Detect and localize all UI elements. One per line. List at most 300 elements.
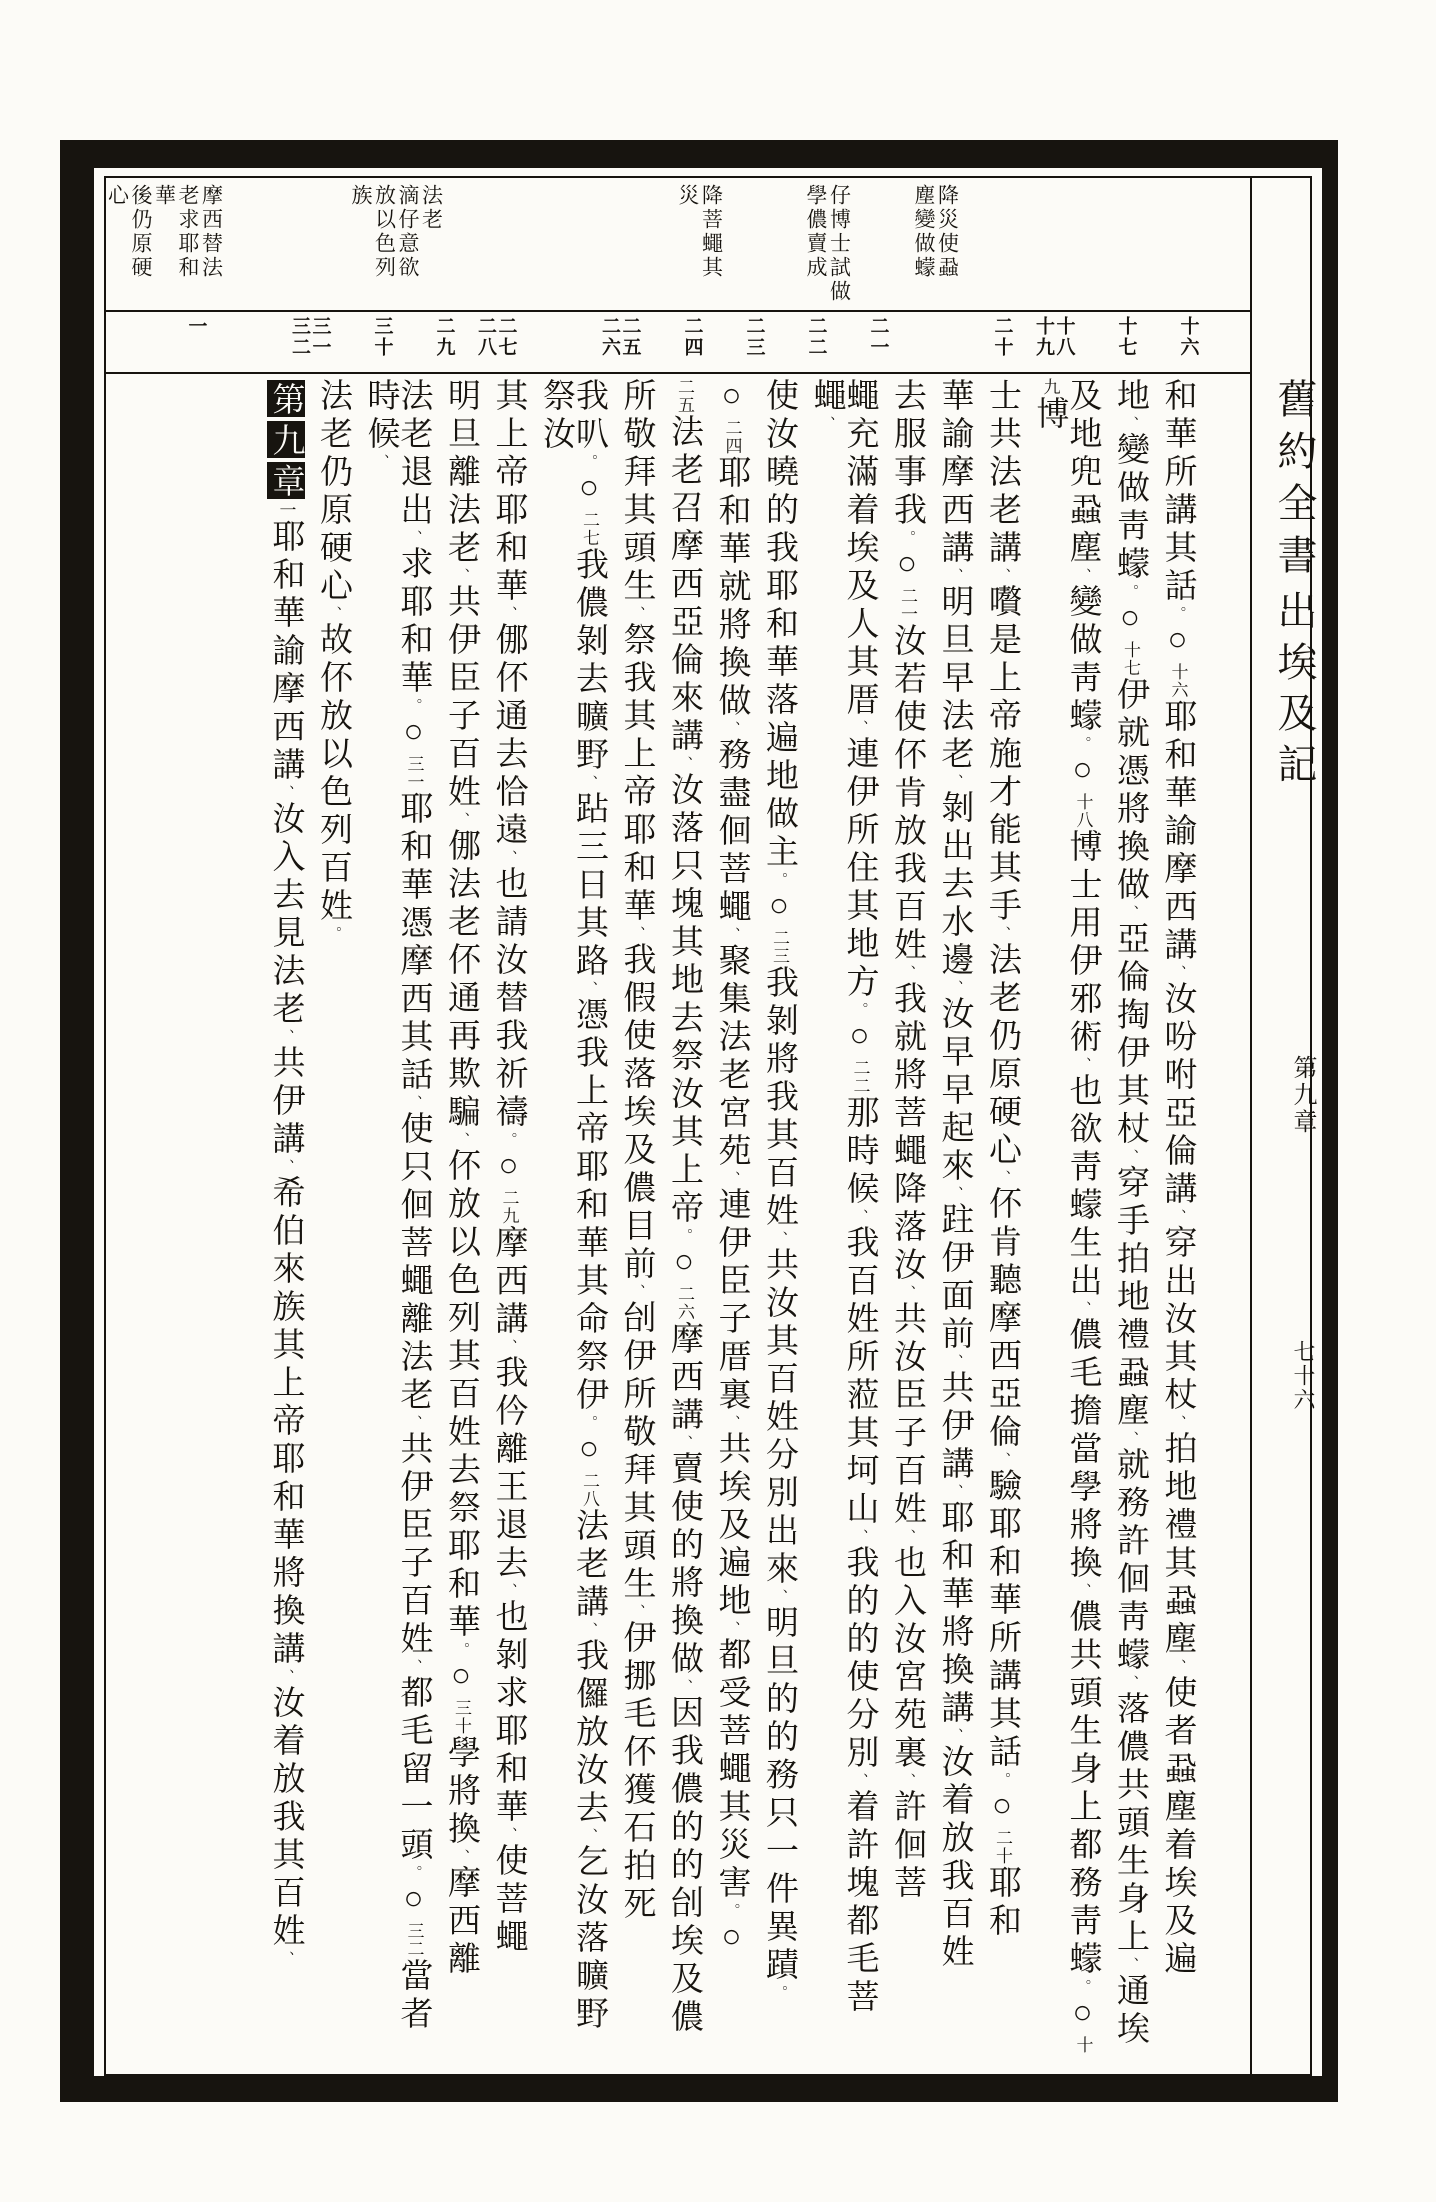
verse-band-number bbox=[433, 316, 455, 370]
column-text: 連伊所住其地方 bbox=[841, 736, 878, 1002]
column-text: 通埃 bbox=[1112, 1973, 1148, 2049]
punctuation-mark: 、 bbox=[1075, 1301, 1091, 1317]
verse-band-numeral: 三二 bbox=[289, 316, 310, 358]
punctuation-mark: 、 bbox=[947, 1354, 963, 1370]
verse-band-number bbox=[1177, 316, 1199, 370]
column-text: 博士用伊邪術 bbox=[1064, 829, 1101, 1057]
punctuation-mark: 、 bbox=[629, 1604, 645, 1620]
chapter-heading-block: 九 bbox=[267, 423, 304, 456]
column-text: 賣使的將換做 bbox=[666, 1451, 702, 1679]
column-text: 故伓放以色列百姓 bbox=[315, 622, 351, 926]
punctuation-mark: 、 bbox=[724, 927, 740, 943]
column-text: 跕三日其路 bbox=[571, 791, 607, 981]
column-text: 我的的使分別 bbox=[841, 1545, 878, 1773]
inline-verse-number: 二九 bbox=[499, 1189, 519, 1225]
column-text: 㑚法老伓通再欺騙 bbox=[443, 828, 479, 1132]
punctuation-mark: 、 bbox=[852, 1529, 868, 1545]
punctuation-mark: 、 bbox=[406, 1095, 422, 1111]
text-column bbox=[762, 378, 795, 2068]
column-text: 摩西講 bbox=[490, 1225, 527, 1339]
column-text: 使只佪菩蠅離法老 bbox=[395, 1111, 432, 1415]
punctuation-mark: 。 bbox=[1075, 736, 1091, 752]
margin-note-column: 學儂賣成 bbox=[804, 184, 828, 280]
verse-band-number bbox=[991, 316, 1013, 370]
punctuation-mark: 、 bbox=[1170, 1659, 1186, 1675]
title-column-separator bbox=[1250, 178, 1252, 2074]
text-column bbox=[667, 378, 700, 2068]
verse-band-number bbox=[681, 316, 703, 370]
column-text: 務盡佪菩蠅 bbox=[713, 737, 750, 927]
verse-separator-ring: ○ bbox=[1159, 622, 1196, 663]
column-text: 連伊臣子厝裏 bbox=[713, 1187, 750, 1415]
column-text: 所敬拜其頭生 bbox=[618, 378, 655, 606]
column-text: 明旦的的務只一件異蹟 bbox=[761, 1605, 797, 1985]
column-text: 跓伊面前 bbox=[936, 1202, 973, 1354]
punctuation-mark: 、 bbox=[501, 1827, 517, 1843]
punctuation-mark: 。 bbox=[582, 1415, 597, 1431]
column-text: 耶和華諭摩西講 bbox=[267, 519, 304, 785]
verse-separator-ring: ○ bbox=[984, 1788, 1020, 1829]
punctuation-mark: 。 bbox=[1123, 584, 1138, 600]
margin-notes-band bbox=[106, 184, 1248, 308]
punctuation-mark: 、 bbox=[1075, 1057, 1091, 1073]
punctuation-mark: 、 bbox=[677, 1679, 692, 1695]
column-text: 也入汝宮苑裏 bbox=[889, 1545, 925, 1773]
column-text: 刣伊所敬拜其頭生 bbox=[618, 1300, 655, 1604]
column-text: 着許塊都毛菩蠅 bbox=[808, 378, 878, 2017]
punctuation-mark: 、 bbox=[406, 1415, 422, 1431]
punctuation-mark: 。 bbox=[454, 1642, 469, 1658]
text-column bbox=[1161, 378, 1194, 2068]
column-text: 變做靑蠓 bbox=[1064, 584, 1101, 736]
verse-separator-ring: ○ bbox=[841, 1018, 878, 1059]
punctuation-mark: 、 bbox=[947, 1728, 963, 1744]
punctuation-mark: 、 bbox=[501, 850, 517, 866]
margin-note-column: 心 bbox=[105, 184, 130, 208]
punctuation-mark: 、 bbox=[501, 1339, 517, 1355]
punctuation-mark: 。 bbox=[724, 1903, 740, 1919]
punctuation-mark: 、 bbox=[724, 721, 740, 737]
verse-band-number bbox=[289, 316, 332, 370]
punctuation-mark: 、 bbox=[501, 1583, 517, 1599]
punctuation-mark: 、 bbox=[1170, 1209, 1186, 1225]
column-text: 我剝將我其百姓 bbox=[761, 965, 797, 1231]
verse-separator-ring: ○ bbox=[761, 888, 797, 929]
column-text: 那時候 bbox=[841, 1095, 878, 1209]
inline-verse-number: 二四 bbox=[722, 419, 742, 455]
punctuation-mark: 。 bbox=[406, 1865, 422, 1881]
text-column bbox=[810, 378, 876, 2068]
column-text: 拍地禮其蝨塵 bbox=[1159, 1431, 1196, 1659]
punctuation-mark: 、 bbox=[852, 1773, 868, 1789]
column-text: 穿手拍地禮蝨塵 bbox=[1112, 1165, 1148, 1431]
punctuation-mark: 。 bbox=[501, 1132, 517, 1148]
text-column bbox=[492, 378, 525, 2068]
inline-verse-number: 二一 bbox=[898, 587, 917, 623]
margin-note-column: 摩西替法 bbox=[199, 184, 224, 280]
verse-separator-ring: ○ bbox=[713, 1919, 750, 1960]
verse-band-numeral: 三十 bbox=[371, 316, 393, 358]
punctuation-mark: 。 bbox=[326, 926, 341, 942]
column-text: 我儂剝去曠野 bbox=[571, 547, 607, 775]
punctuation-mark: 、 bbox=[629, 926, 645, 942]
inline-verse-number: 三二 bbox=[404, 1922, 424, 1958]
column-text: 都毛留一頭 bbox=[395, 1675, 432, 1865]
inline-verse-number: 二二 bbox=[850, 1059, 870, 1095]
column-text: 耶和華就將換做 bbox=[713, 455, 750, 721]
column-text: 也剝求耶和華 bbox=[490, 1599, 527, 1827]
punctuation-mark: 、 bbox=[278, 1159, 294, 1175]
punctuation-mark: 。 bbox=[1170, 606, 1186, 622]
column-text: 汝入去見法老 bbox=[267, 801, 304, 1029]
column-text: 摩西離 bbox=[443, 1865, 479, 1979]
column-text: 憑我上帝耶和華其命祭伊 bbox=[571, 997, 607, 1415]
chapter-heading-block: 第 bbox=[267, 382, 304, 415]
column-text: 博 bbox=[1031, 396, 1068, 434]
punctuation-mark: 。 bbox=[900, 530, 915, 546]
punctuation-mark: 、 bbox=[278, 1669, 294, 1685]
punctuation-mark: 、 bbox=[947, 568, 963, 584]
column-text: 我儸放汝去 bbox=[571, 1638, 607, 1828]
column-text: 去服事我 bbox=[889, 378, 925, 530]
verse-band-numeral: 二二 bbox=[805, 316, 827, 358]
verse-band-numeral: 三一 bbox=[309, 316, 331, 358]
margin-note-column: 滴仔意欲 bbox=[396, 184, 420, 280]
column-text: 落儂共頭生身上 bbox=[1112, 1691, 1148, 1957]
column-text: 和華所講其話 bbox=[1159, 378, 1196, 606]
margin-note bbox=[911, 184, 961, 308]
punctuation-mark: 、 bbox=[852, 720, 868, 736]
inline-verse-number: 二六 bbox=[675, 1285, 694, 1321]
text-column bbox=[890, 378, 923, 2068]
margin-note-column: 降災使蝨 bbox=[935, 184, 960, 280]
margin-note bbox=[348, 184, 445, 308]
punctuation-mark: 、 bbox=[1075, 1583, 1091, 1599]
inline-verse-number: 十六 bbox=[1168, 663, 1188, 699]
punctuation-mark: 、 bbox=[772, 1589, 787, 1605]
column-text: 其上帝耶和華 bbox=[490, 378, 527, 606]
column-text: 伓肯聽摩西亞倫 bbox=[984, 1186, 1020, 1452]
column-text: 驗耶和華所講其話 bbox=[984, 1468, 1020, 1772]
column-text: 汝着放我百姓 bbox=[936, 1744, 973, 1972]
column-text: 耶和華憑摩西其話 bbox=[395, 791, 432, 1095]
column-text: 剝出去水邊 bbox=[936, 790, 973, 980]
punctuation-mark: 、 bbox=[629, 1284, 645, 1300]
punctuation-mark: 、 bbox=[947, 1186, 963, 1202]
verse-band-numeral: 二十 bbox=[991, 316, 1013, 358]
inline-verse-number: 十九 bbox=[1040, 378, 1093, 2054]
column-text: 求耶和華 bbox=[395, 546, 432, 698]
verse-band-numeral: 二四 bbox=[681, 316, 703, 358]
column-text: 因我儂的的刣埃及儂 bbox=[666, 1695, 702, 2037]
punctuation-mark: 、 bbox=[947, 1484, 963, 1500]
column-text: 我叭 bbox=[571, 378, 607, 454]
punctuation-mark: 、 bbox=[677, 1435, 692, 1451]
punctuation-mark: 、 bbox=[900, 965, 915, 981]
inline-verse-number: 三一 bbox=[404, 755, 424, 791]
margin-note-column: 族 bbox=[349, 184, 373, 208]
punctuation-mark: 、 bbox=[629, 606, 645, 622]
column-text: 共汝臣子百姓 bbox=[889, 1301, 925, 1529]
chapter-label: 第九章 bbox=[1289, 1055, 1315, 1136]
punctuation-mark: 、 bbox=[326, 606, 341, 622]
punctuation-mark: 。 bbox=[1075, 1979, 1091, 1995]
text-column bbox=[1113, 378, 1146, 2068]
column-text: 耶和華諭摩西講 bbox=[1159, 699, 1196, 965]
punctuation-mark: 、 bbox=[1123, 1957, 1138, 1973]
margin-note-column: 後仍原硬 bbox=[129, 184, 153, 280]
text-column bbox=[1033, 378, 1099, 2068]
inline-verse-number: 二七 bbox=[580, 511, 599, 547]
column-text: 汝早早起來 bbox=[936, 996, 973, 1186]
punctuation-mark: 、 bbox=[1123, 1431, 1138, 1447]
column-text: 法老仍原硬心 bbox=[315, 378, 351, 606]
column-text: 當者時候 bbox=[362, 378, 432, 2034]
column-text: 汝落只塊其地去祭汝其上帝 bbox=[666, 772, 702, 1228]
verse-separator-ring: ○ bbox=[395, 1881, 432, 1922]
verse-band-number bbox=[867, 316, 889, 370]
column-text: 嚽是上帝施才能其手 bbox=[984, 584, 1020, 926]
column-text: 㑚伓通去恰遠 bbox=[490, 622, 527, 850]
column-text: 汝若使伓肯放我百姓 bbox=[889, 623, 925, 965]
punctuation-mark: 、 bbox=[278, 1951, 294, 1967]
verse-separator-ring: ○ bbox=[571, 1431, 607, 1472]
column-text: 摩西講 bbox=[666, 1321, 702, 1435]
punctuation-mark: 。 bbox=[995, 1772, 1010, 1788]
column-text: 也欲靑蠓生出 bbox=[1064, 1073, 1101, 1301]
punctuation-mark: 、 bbox=[724, 1415, 740, 1431]
column-text: 華諭摩西講 bbox=[936, 378, 973, 568]
punctuation-mark: 、 bbox=[677, 756, 692, 772]
punctuation-mark: 、 bbox=[454, 812, 469, 828]
punctuation-mark: 、 bbox=[1123, 1675, 1138, 1691]
text-column bbox=[620, 378, 653, 2068]
verse-separator-ring: ○ bbox=[443, 1658, 479, 1699]
margin-note bbox=[675, 184, 725, 308]
verse-band-number bbox=[599, 316, 642, 370]
punctuation-mark: 、 bbox=[406, 1659, 422, 1675]
book-title: 舊約全書 bbox=[1272, 378, 1317, 586]
verse-band-numeral: 十六 bbox=[1177, 316, 1199, 358]
column-text: 共伊臣子百姓 bbox=[443, 584, 479, 812]
inline-verse-number: 二八 bbox=[580, 1472, 599, 1508]
margin-note bbox=[104, 184, 224, 308]
punctuation-mark: 、 bbox=[947, 980, 963, 996]
column-text: 法老講 bbox=[571, 1508, 607, 1622]
punctuation-mark: 、 bbox=[454, 1849, 469, 1865]
column-text: 蠅充滿着埃及人其厝 bbox=[841, 378, 878, 720]
text-column bbox=[364, 378, 430, 2068]
margin-note-column: 災 bbox=[676, 184, 700, 208]
punctuation-mark: 、 bbox=[1075, 568, 1091, 584]
punctuation-mark: 、 bbox=[900, 1285, 915, 1301]
punctuation-mark: 、 bbox=[582, 981, 597, 997]
verse-band-numeral: 二一 bbox=[867, 316, 889, 358]
body-columns bbox=[104, 378, 1208, 2068]
column-text: 祭我其上帝耶和華 bbox=[618, 622, 655, 926]
inline-verse-number: 二十 bbox=[993, 1829, 1012, 1865]
text-column bbox=[539, 378, 605, 2068]
punctuation-mark: 、 bbox=[278, 785, 294, 801]
column-text: 法老退出 bbox=[395, 378, 432, 530]
verse-band-numeral: 二八 bbox=[475, 316, 496, 358]
punctuation-mark: 、 bbox=[1170, 965, 1186, 981]
column-text: 也請汝替我祈禱 bbox=[490, 866, 527, 1132]
punctuation-mark: 、 bbox=[406, 530, 422, 546]
punctuation-mark: 、 bbox=[995, 568, 1010, 584]
column-text: 都受菩蠅其災害 bbox=[713, 1637, 750, 1903]
column-text: 變做靑蠓 bbox=[1112, 432, 1148, 584]
column-text: 明旦早法老 bbox=[936, 584, 973, 774]
punctuation-mark: 、 bbox=[995, 1452, 1010, 1468]
punctuation-mark: 、 bbox=[900, 1773, 915, 1789]
margin-note-column: 法老 bbox=[419, 184, 444, 232]
verse-separator-ring: ○ bbox=[571, 470, 607, 511]
punctuation-mark: 、 bbox=[947, 774, 963, 790]
column-text: 就務許佪靑蠓 bbox=[1112, 1447, 1148, 1675]
verse-band-numeral: 十七 bbox=[1115, 316, 1137, 358]
column-text: 我假使落埃及儂目前 bbox=[618, 942, 655, 1284]
verse-band-number bbox=[1115, 316, 1137, 370]
verse-band-rule bbox=[106, 372, 1252, 374]
punctuation-mark: 、 bbox=[1123, 1149, 1138, 1165]
column-text: 法老仍原硬心 bbox=[984, 942, 1020, 1170]
verse-band-number bbox=[743, 316, 765, 370]
punctuation-mark: 、 bbox=[819, 416, 835, 432]
punctuation-mark: 、 bbox=[1123, 416, 1138, 432]
column-text: 許佪菩 bbox=[889, 1789, 925, 1903]
punctuation-mark: 、 bbox=[454, 568, 469, 584]
verse-separator-ring: ○ bbox=[1064, 1995, 1101, 2036]
title-column bbox=[1256, 378, 1317, 2068]
column-text: 使汝曉的我耶和華落遍地做主 bbox=[761, 378, 797, 872]
text-column bbox=[715, 378, 748, 2068]
punctuation-mark: 、 bbox=[772, 1231, 787, 1247]
margin-note-column: 仔博士試做 bbox=[827, 184, 852, 304]
verse-band-number bbox=[475, 316, 518, 370]
column-text: 共伊講 bbox=[936, 1370, 973, 1484]
punctuation-mark: 、 bbox=[582, 775, 597, 791]
column-text: 共伊臣子百姓 bbox=[395, 1431, 432, 1659]
column-text: 共埃及遍地 bbox=[713, 1431, 750, 1621]
text-column bbox=[938, 378, 971, 2068]
inline-verse-number: 一 bbox=[276, 501, 296, 519]
column-text: 我百姓所蒞其坷山 bbox=[841, 1225, 878, 1529]
punctuation-mark: 、 bbox=[373, 454, 389, 470]
verse-separator-ring: ○ bbox=[1112, 600, 1148, 641]
punctuation-mark: 、 bbox=[1170, 1415, 1186, 1431]
column-text: 使者蝨塵着埃及遍 bbox=[1159, 1675, 1196, 1979]
text-column bbox=[316, 378, 349, 2068]
inline-verse-number: 二五 bbox=[675, 378, 694, 414]
text-column bbox=[985, 378, 1018, 2068]
verse-band-numeral: 二九 bbox=[433, 316, 455, 358]
punctuation-mark: 、 bbox=[1123, 905, 1138, 921]
verse-band-number bbox=[371, 316, 393, 370]
chapter-heading-block: 章 bbox=[267, 464, 304, 497]
verse-band-numeral: 二六 bbox=[599, 316, 620, 358]
margin-note bbox=[803, 184, 853, 308]
verse-band-numeral: 一 bbox=[185, 316, 207, 337]
punctuation-mark: 。 bbox=[772, 1985, 787, 2001]
punctuation-mark: 。 bbox=[582, 454, 597, 470]
punctuation-mark: 、 bbox=[900, 1529, 915, 1545]
column-text: 共伊講 bbox=[267, 1045, 304, 1159]
text-column bbox=[269, 378, 302, 2068]
verse-band-numeral: 二三 bbox=[743, 316, 765, 358]
column-text: 伊就憑將換做 bbox=[1112, 677, 1148, 905]
column-text: 耶和華將換講 bbox=[936, 1500, 973, 1728]
column-text: 伊挪毛伓獲石拍死 bbox=[618, 1620, 655, 1924]
column-text: 希伯來族其上帝耶和華將換講 bbox=[267, 1175, 304, 1669]
column-text: 我仱離王退去 bbox=[490, 1355, 527, 1583]
punctuation-mark: 、 bbox=[582, 1622, 597, 1638]
margin-notes-rule bbox=[106, 310, 1252, 312]
inline-verse-number: 十七 bbox=[1121, 641, 1140, 677]
inline-verse-number: 二三 bbox=[770, 929, 789, 965]
inline-verse-number: 三十 bbox=[452, 1699, 471, 1735]
verse-band-numeral: 十九 bbox=[1033, 316, 1054, 358]
margin-note-column: 華 bbox=[152, 184, 177, 208]
column-text: 我就將菩蠅降落汝 bbox=[889, 981, 925, 1285]
margin-note-column: 塵變做蠓 bbox=[912, 184, 936, 280]
page-number-label: 七十六 bbox=[1291, 1340, 1316, 1412]
column-text: 穿出汝其杖 bbox=[1159, 1225, 1196, 1415]
punctuation-mark: 、 bbox=[995, 926, 1010, 942]
column-text: 儂毛擔當學將換 bbox=[1064, 1317, 1101, 1583]
column-text: 學將換 bbox=[443, 1735, 479, 1849]
verse-band-numeral: 二七 bbox=[495, 316, 517, 358]
column-text: 耶和 bbox=[984, 1865, 1020, 1941]
verse-separator-ring: ○ bbox=[889, 546, 925, 587]
column-text: 明旦離法老 bbox=[443, 378, 479, 568]
verse-separator-ring: ○ bbox=[713, 378, 750, 419]
section-title: 出埃及記 bbox=[1272, 590, 1317, 794]
punctuation-mark: 、 bbox=[724, 1621, 740, 1637]
verse-band-number bbox=[805, 316, 827, 370]
verse-band-numeral: 十八 bbox=[1053, 316, 1075, 358]
punctuation-mark: 。 bbox=[852, 1002, 868, 1018]
margin-note-column: 降菩蠅其 bbox=[699, 184, 724, 280]
punctuation-mark: 、 bbox=[724, 1171, 740, 1187]
punctuation-mark: 、 bbox=[852, 1209, 868, 1225]
margin-note-column: 放以色列 bbox=[372, 184, 397, 280]
column-text: 伓放以色列其百姓去祭耶和華 bbox=[443, 1148, 479, 1642]
verse-separator-ring: ○ bbox=[1064, 752, 1101, 793]
verse-band-number bbox=[185, 316, 207, 370]
punctuation-mark: 。 bbox=[406, 698, 422, 714]
inline-verse-number: 十八 bbox=[1073, 793, 1093, 829]
verse-separator-ring: ○ bbox=[490, 1148, 527, 1189]
punctuation-mark: 。 bbox=[677, 1228, 692, 1244]
punctuation-mark: 、 bbox=[501, 606, 517, 622]
column-text: 地 bbox=[1112, 378, 1148, 416]
verse-band-number bbox=[1033, 316, 1076, 370]
column-text: 法老召摩西亞倫來講 bbox=[666, 414, 702, 756]
column-text: 士共法老講 bbox=[984, 378, 1020, 568]
column-text: 亞倫掏伊其杖 bbox=[1112, 921, 1148, 1149]
punctuation-mark: 。 bbox=[772, 872, 787, 888]
column-text: 汝着放我其百姓 bbox=[267, 1685, 304, 1951]
column-text: 聚集法老宮苑 bbox=[713, 943, 750, 1171]
column-text: 汝吩咐亞倫講 bbox=[1159, 981, 1196, 1209]
punctuation-mark: 、 bbox=[454, 1132, 469, 1148]
verse-band-numeral: 二五 bbox=[619, 316, 641, 358]
verse-separator-ring: ○ bbox=[395, 714, 432, 755]
column-text: 共汝其百姓分別出來 bbox=[761, 1247, 797, 1589]
verse-separator-ring: ○ bbox=[666, 1244, 702, 1285]
column-text: 及地兜蝨塵 bbox=[1064, 378, 1101, 568]
